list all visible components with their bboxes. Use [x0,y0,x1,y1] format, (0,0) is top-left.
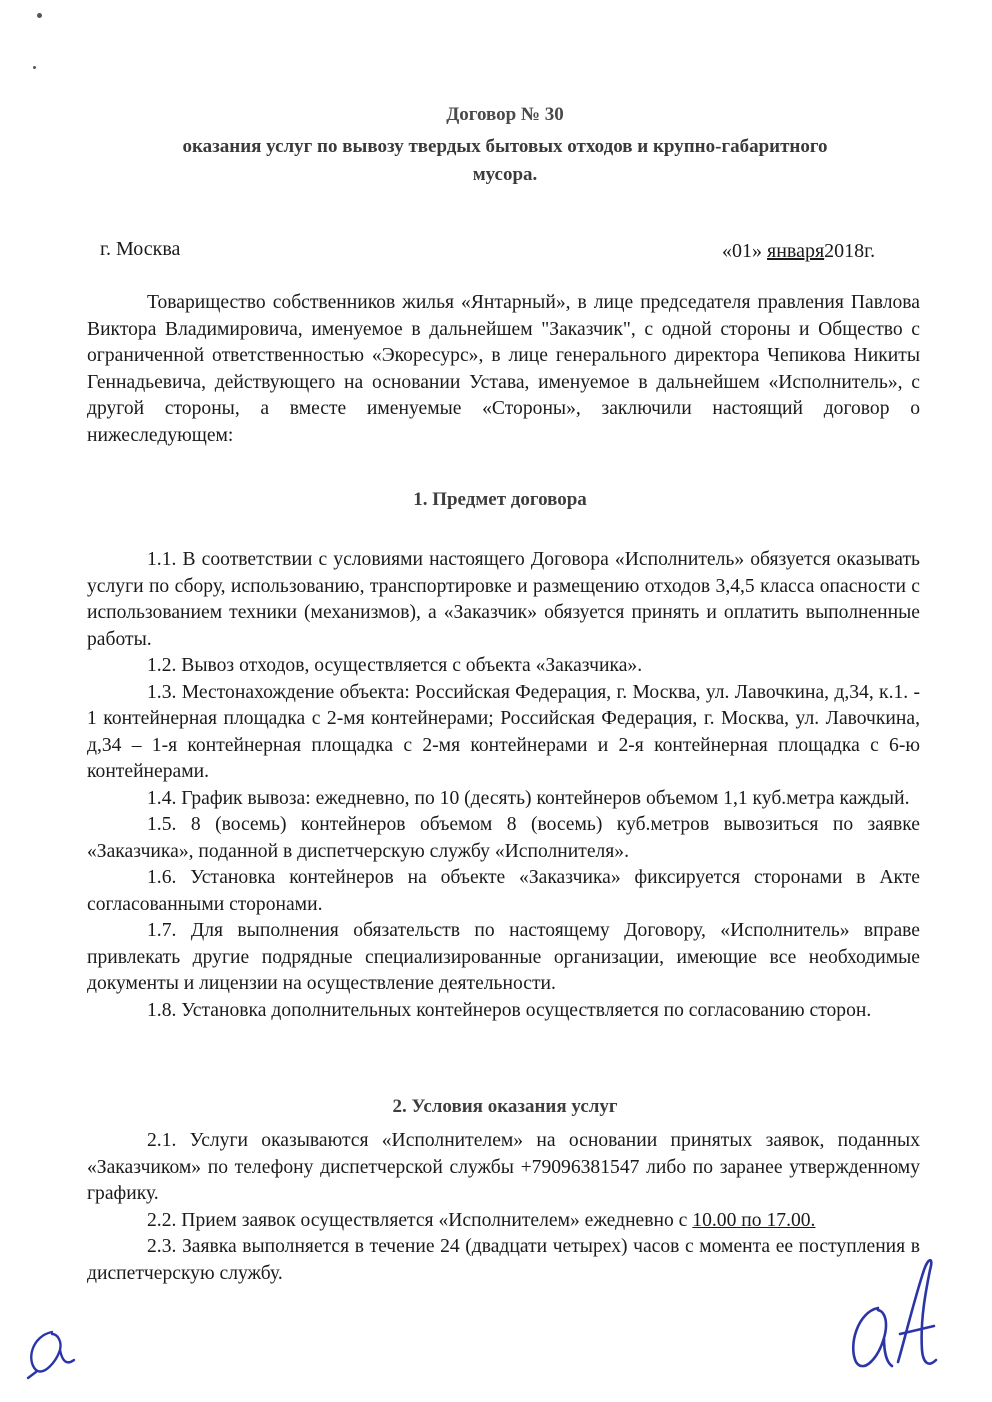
contract-date [722,240,875,263]
date-year: 2018г. [824,240,876,262]
contract-subtitle-line: мусора. [472,164,538,185]
contract-title: Договор № 30 [446,104,564,125]
clause-2-1: 2.1. Услуги оказываются «Исполнителем» на основании принятых заявок, поданных «Заказчиком» по телефону диспетчерской службы +79096381547 либо по заранее утвержденному графику. [87,1130,920,1204]
preamble [87,290,920,449]
clause-1-7: 1.7. Для выполнения обязательств по настоящему Договору, «Исполнитель» вправе привлекать другие подрядные специализированные организации, имеющие все необходимые документы и лицензии на осуществление деятельности. [87,920,920,994]
contract-subtitle [0,133,992,189]
date-day: «01» [722,240,762,262]
scan-speck [33,66,36,69]
clause-2-2-time-to: 17.00. [766,1209,816,1231]
contract-place: г. Москва [100,238,181,260]
scan-speck [37,13,42,18]
clause-1-1: 1.1. В соответствии с условиями настоящего Договора «Исполнитель» обязуется оказывать услуги по сбору, использованию, транспортировке и размещению отходов 3,4,5 класса опасности с использованием техники (механизмов), а «Заказчик» обязуется принять и оплатить выполненные работы. [87,549,920,650]
clause-2-2-text: 2.2. Прием заявок осуществляется «Исполнителем» ежедневно с [147,1209,693,1231]
clause-1-6: 1.6. Установка контейнеров на объекте «Заказчика» фиксируется сторонами в Акте согласованными сторонами. [87,867,920,915]
clause-2-2-separator: по [736,1209,767,1231]
section-1-body [87,547,920,1024]
clause-2-2 [87,1208,920,1235]
preamble-text: Товарищество собственников жилья «Янтарный», в лице председателя правления Павлова Виктора Владимировича, именуемое в дальнейшем "Заказчик", с одной стороны и Общество с ограниченной ответственностью «Экоресурс», в лице генерального директора Чепикова Никиты Геннадьевича, действующего на основании Устава, именуемое в дальнейшем «Исполнитель», с другой стороны, а вместе именуемые «Стороны», заключили настоящий договор о нижеследующем: [87,292,920,446]
clause-2-3: 2.3. Заявка выполняется в течение 24 (двадцати четырех) часов с момента ее поступления в диспетчерскую службу. [87,1236,920,1284]
clause-1-8: 1.8. Установка дополнительных контейнеров осуществляется по согласованию сторон. [147,999,872,1021]
clause-1-2: 1.2. Вывоз отходов, осуществляется с объекта «Заказчика». [147,655,643,676]
section-2-body [87,1128,920,1287]
date-month: января [767,240,825,262]
clause-1-4: 1.4. График вывоза: ежедневно, по 10 (десять) контейнеров объемом 1,1 куб.метра каждый. [147,787,910,809]
initials-signature-right [838,1250,948,1380]
section-heading: 2. Условия оказания услуг [392,1096,618,1117]
contract-subtitle-line: оказания услуг по вывозу твердых бытовых отходов и крупно-габаритного [182,136,828,157]
clause-1-3: 1.3. Местонахождение объекта: Российская Федерация, г. Москва, ул. Лавочкина, д,34, к.1. - 1 контейнерная площадка с 2-мя контейнерами; Российская Федерация, г. Москва, ул. Лавочкина, д,34 – 1-я контейнерная площадка с 2-мя контейнерами и 2-я контейнерная площадка с 6-ю контейнерами. [87,681,920,782]
initials-signature-left [22,1320,92,1380]
clause-2-2-time-from: 10.00 [692,1209,737,1231]
section-heading: 1. Предмет договора [413,489,587,510]
clause-1-5: 1.5. 8 (восемь) контейнеров объемом 8 (восемь) куб.метров вывозиться по заявке «Заказчика», поданной в диспетчерскую службу «Исполнителя». [87,814,920,862]
